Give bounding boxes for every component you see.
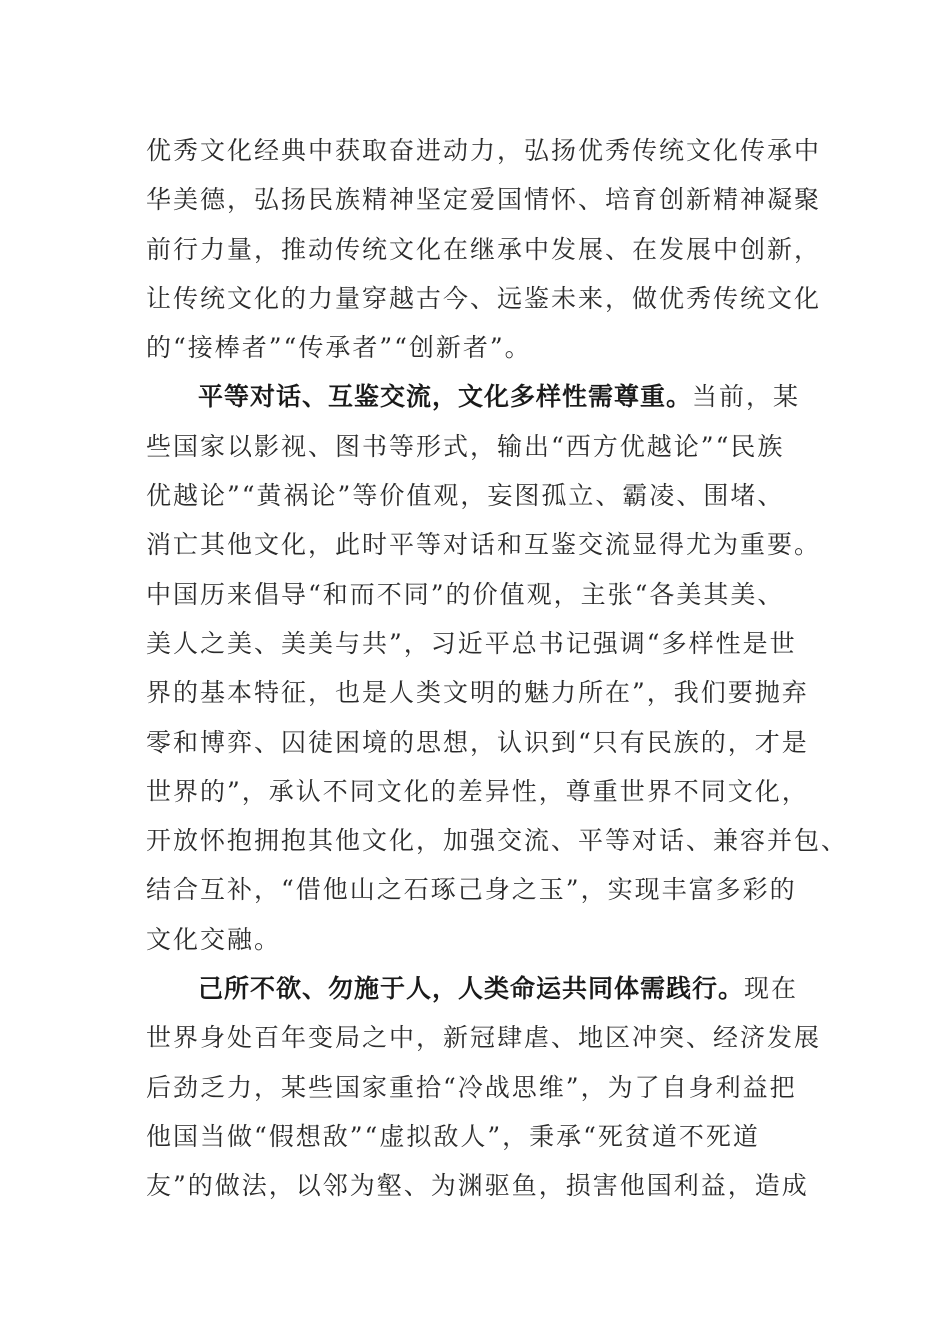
text-line: 文化交融。 [146,924,282,954]
paragraph-3 [146,964,822,1210]
paragraph-heading: 平等对话、互鉴交流，文化多样性需尊重。 [198,382,693,412]
text-line: 优越论”“黄祸论”等价值观，妄图孤立、霸凌、围堵、 [146,481,785,511]
text-line: 消亡其他文化，此时平等对话和互鉴交流显得尤为重要。 [146,530,822,560]
paragraph-first-line [146,372,801,421]
text-line: 让传统文化的力量穿越古今、远鉴未来，做优秀传统文化 [146,283,822,313]
text-line: 结合互补，“借他山之石琢己身之玉”，实现丰富多彩的 [146,875,797,905]
text-line: 开放怀抱拥抱其他文化，加强交流、平等对话、兼容并包、 [146,826,849,856]
paragraph-2 [146,372,849,964]
text-span: 现在 [744,974,799,1004]
text-line: 优秀文化经典中获取奋进动力，弘扬优秀传统文化传承中 [146,136,822,165]
paragraph-heading: 己所不欲、勿施于人，人类命运共同体需践行。 [198,974,745,1004]
text-line: 前行力量，推动传统文化在继承中发展、在发展中创新， [146,234,822,264]
text-line: 华美德，弘扬民族精神坚定爱国情怀、培育创新精神凝聚 [146,185,822,215]
text-line: 后劲乏力，某些国家重拾“冷战思维”，为了自身利益把 [146,1072,797,1102]
text-line: 世界身处百年变局之中，新冠肆虐、地区冲突、经济发展 [146,1023,822,1053]
text-line: 他国当做“假想敌”“虚拟敌人”，秉承“死贫道不死道 [146,1121,760,1151]
text-line: 些国家以影视、图书等形式，输出“西方优越论”“民族 [146,431,785,461]
text-line: 友”的做法，以邻为壑、为渊驱鱼，损害他国利益，造成 [146,1171,809,1201]
text-span: 当前，某 [692,382,801,412]
text-line: 世界的”，承认不同文化的差异性，尊重世界不同文化， [146,776,809,806]
text-line: 的“接棒者”“传承者”“创新者”。 [146,333,532,363]
text-line: 中国历来倡导“和而不同”的价值观，主张“各美其美、 [146,579,785,609]
paragraph-1 [146,126,822,372]
body-text [146,126,849,1211]
paragraph-first-line [146,964,799,1013]
text-line: 界的基本特征，也是人类文明的魅力所在”，我们要抛弃 [146,678,809,708]
text-line: 零和博弈、囚徒困境的思想，认识到“只有民族的，才是 [146,727,809,757]
text-line: 美人之美、美美与共”，习近平总书记强调“多样性是世 [146,628,797,658]
